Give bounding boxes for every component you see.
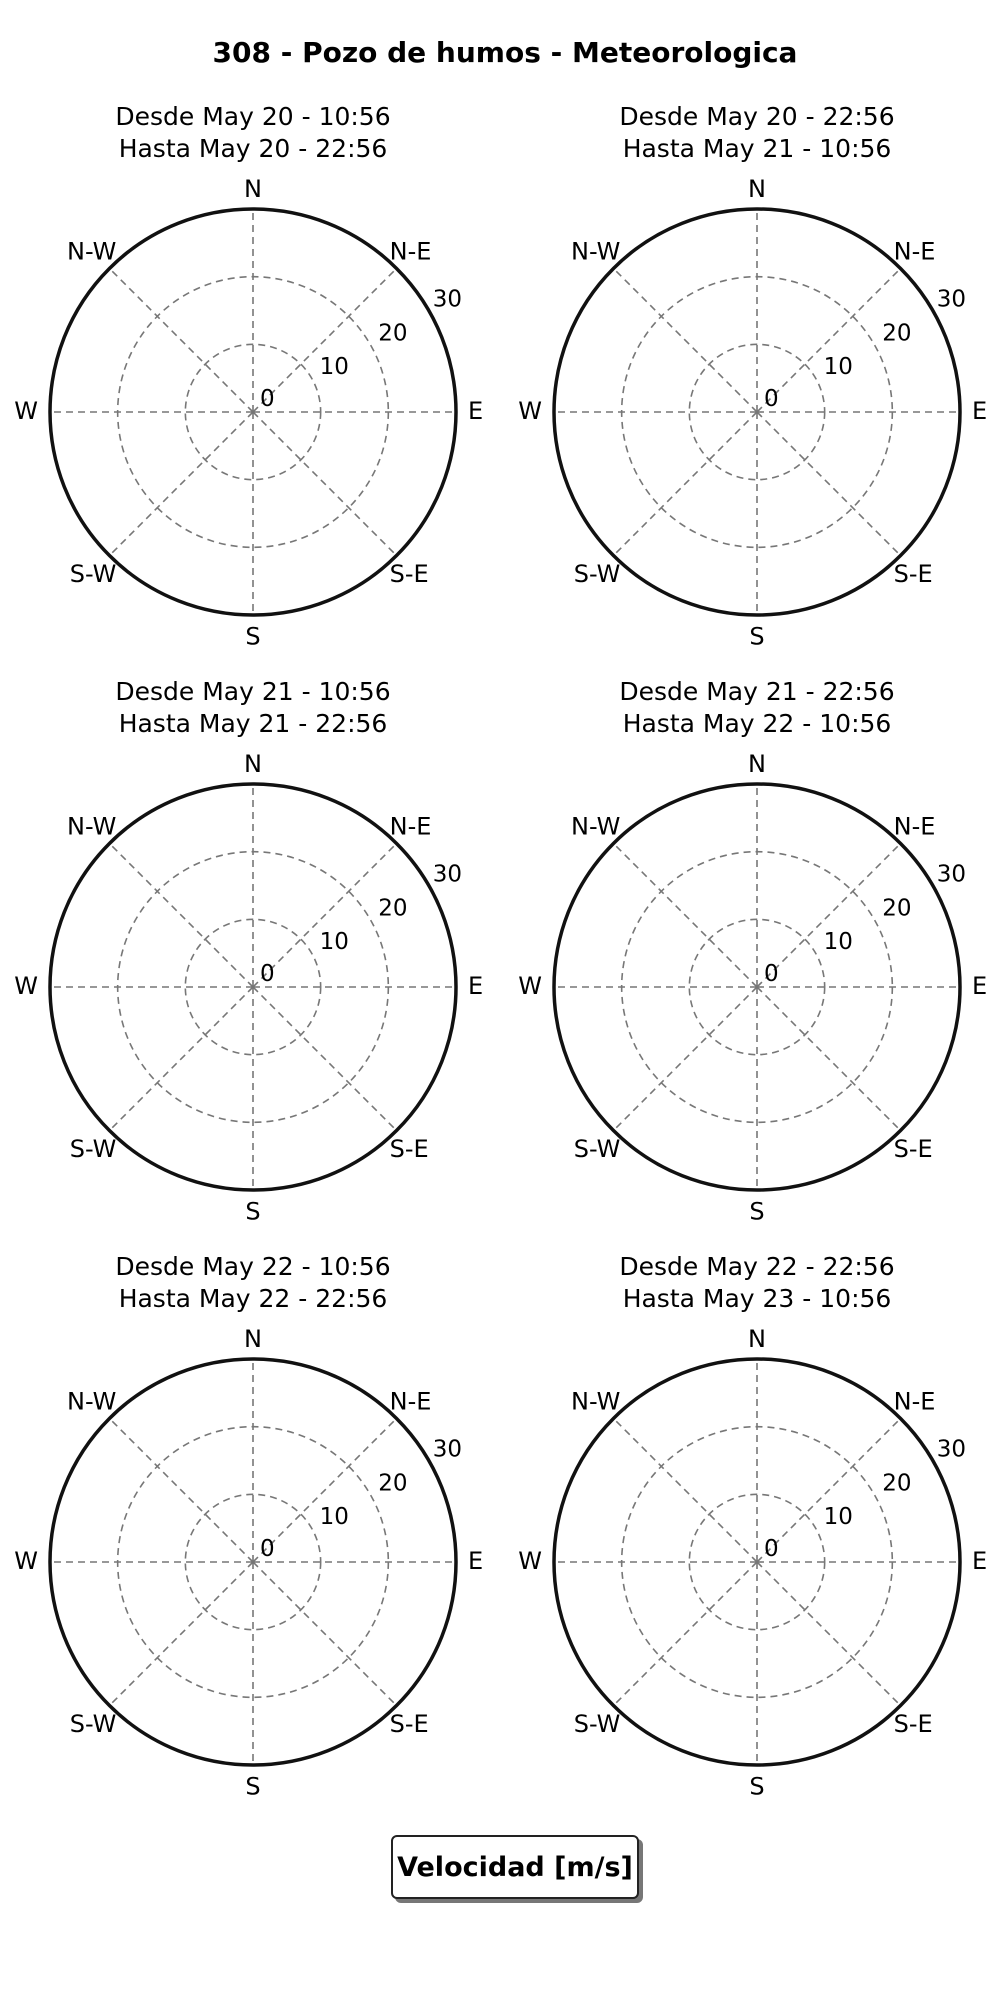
direction-label-n: N [244, 175, 262, 203]
radial-tick-label: 0 [260, 961, 275, 987]
radial-tick-label: 30 [432, 286, 463, 313]
direction-label-s-e: S-E [389, 1710, 429, 1739]
radial-tick-label: 30 [432, 1436, 463, 1463]
direction-gridline [613, 843, 757, 987]
direction-gridline [613, 987, 757, 1131]
direction-label-s-e: S-E [893, 560, 933, 589]
direction-gridline [253, 1562, 397, 1706]
direction-label-n-e: N-E [893, 237, 936, 266]
direction-label-n-e: N-E [389, 812, 432, 841]
direction-label-n-w: N-W [571, 237, 621, 266]
direction-label-w: W [14, 397, 38, 425]
radial-tick-label: 10 [823, 354, 853, 381]
radial-tick-label: 30 [432, 861, 463, 888]
direction-gridline [253, 987, 397, 1131]
direction-label-s: S [749, 1772, 765, 1801]
wind-rose-panel [14, 677, 483, 1226]
direction-label-e: E [972, 972, 988, 1000]
figure-title: 308 - Pozo de humos - Meteorologica [212, 36, 798, 69]
direction-gridline [613, 1562, 757, 1706]
direction-label-n-e: N-E [389, 237, 432, 266]
radial-tick-label: 20 [378, 1470, 408, 1497]
direction-label-s-e: S-E [389, 560, 429, 589]
direction-label-e: E [468, 972, 484, 1000]
legend-title: Velocidad [m/s] [397, 1851, 633, 1883]
direction-label-s-w: S-W [573, 1710, 621, 1739]
direction-label-s: S [749, 1197, 765, 1226]
panel-title-line2: Hasta May 22 - 22:56 [118, 1284, 388, 1313]
direction-label-n-e: N-E [389, 1387, 432, 1416]
radial-tick-label: 0 [764, 386, 779, 412]
direction-label-s-e: S-E [893, 1710, 933, 1739]
direction-gridline [613, 1418, 757, 1562]
direction-label-n-w: N-W [67, 1387, 117, 1416]
direction-label-w: W [518, 972, 542, 1000]
wind-rose-panel [518, 677, 987, 1226]
radial-tick-label: 10 [319, 354, 349, 381]
wind-rose-panel [518, 102, 987, 651]
direction-gridline [613, 268, 757, 412]
direction-label-w: W [14, 972, 38, 1000]
radial-tick-label: 20 [378, 320, 408, 347]
direction-gridline [109, 412, 253, 556]
direction-gridline [109, 843, 253, 987]
direction-label-s-w: S-W [573, 1135, 621, 1164]
direction-label-e: E [972, 397, 988, 425]
direction-label-e: E [468, 1547, 484, 1575]
direction-label-s-w: S-W [69, 1135, 117, 1164]
radial-tick-label: 10 [319, 1504, 349, 1531]
panels-group [14, 102, 987, 1801]
wind-rose-panel [14, 102, 483, 651]
radial-tick-label: 0 [260, 1536, 275, 1562]
direction-label-n-w: N-W [67, 812, 117, 841]
radial-tick-label: 0 [260, 386, 275, 412]
direction-label-n: N [748, 1325, 766, 1353]
direction-label-e: E [972, 1547, 988, 1575]
direction-gridline [109, 987, 253, 1131]
direction-gridline [757, 987, 901, 1131]
direction-label-n-e: N-E [893, 812, 936, 841]
direction-label-s-e: S-E [893, 1135, 933, 1164]
panel-title-line1: Desde May 22 - 10:56 [115, 1252, 391, 1281]
radial-tick-label: 20 [882, 1470, 912, 1497]
panel-title-line2: Hasta May 23 - 10:56 [622, 1284, 892, 1313]
direction-gridline [109, 1418, 253, 1562]
direction-label-s: S [749, 622, 765, 651]
radial-tick-label: 0 [764, 961, 779, 987]
direction-label-n-e: N-E [893, 1387, 936, 1416]
direction-label-n: N [244, 1325, 262, 1353]
panel-title-line1: Desde May 20 - 10:56 [115, 102, 391, 131]
radial-tick-label: 10 [823, 929, 853, 956]
direction-gridline [757, 412, 901, 556]
direction-gridline [253, 412, 397, 556]
direction-label-n: N [244, 750, 262, 778]
direction-label-s: S [245, 1772, 261, 1801]
panel-title-line2: Hasta May 22 - 10:56 [622, 709, 892, 738]
panel-title-line2: Hasta May 20 - 22:56 [118, 134, 388, 163]
direction-label-s-w: S-W [69, 560, 117, 589]
direction-label-n: N [748, 175, 766, 203]
direction-gridline [757, 1562, 901, 1706]
direction-gridline [109, 1562, 253, 1706]
radial-tick-label: 20 [882, 895, 912, 922]
panel-title-line1: Desde May 22 - 22:56 [619, 1252, 895, 1281]
wind-rose-panel [518, 1252, 987, 1801]
radial-tick-label: 20 [882, 320, 912, 347]
panel-title-line1: Desde May 21 - 22:56 [619, 677, 895, 706]
direction-label-s: S [245, 1197, 261, 1226]
radial-tick-label: 30 [936, 1436, 967, 1463]
direction-label-n: N [748, 750, 766, 778]
direction-label-n-w: N-W [571, 1387, 621, 1416]
direction-label-e: E [468, 397, 484, 425]
panel-title-line1: Desde May 20 - 22:56 [619, 102, 895, 131]
legend-box [391, 1835, 639, 1899]
direction-label-n-w: N-W [571, 812, 621, 841]
radial-tick-label: 10 [823, 1504, 853, 1531]
direction-label-w: W [518, 1547, 542, 1575]
direction-label-w: W [518, 397, 542, 425]
direction-label-s: S [245, 622, 261, 651]
direction-label-s-e: S-E [389, 1135, 429, 1164]
radial-tick-label: 0 [764, 1536, 779, 1562]
direction-label-s-w: S-W [69, 1710, 117, 1739]
direction-label-s-w: S-W [573, 560, 621, 589]
panel-title-line2: Hasta May 21 - 10:56 [622, 134, 892, 163]
direction-gridline [613, 412, 757, 556]
radial-tick-label: 10 [319, 929, 349, 956]
radial-tick-label: 30 [936, 861, 967, 888]
direction-label-w: W [14, 1547, 38, 1575]
panel-title-line2: Hasta May 21 - 22:56 [118, 709, 388, 738]
direction-gridline [109, 268, 253, 412]
wind-rose-panel [14, 1252, 483, 1801]
radial-tick-label: 20 [378, 895, 408, 922]
panel-title-line1: Desde May 21 - 10:56 [115, 677, 391, 706]
direction-label-n-w: N-W [67, 237, 117, 266]
radial-tick-label: 30 [936, 286, 967, 313]
